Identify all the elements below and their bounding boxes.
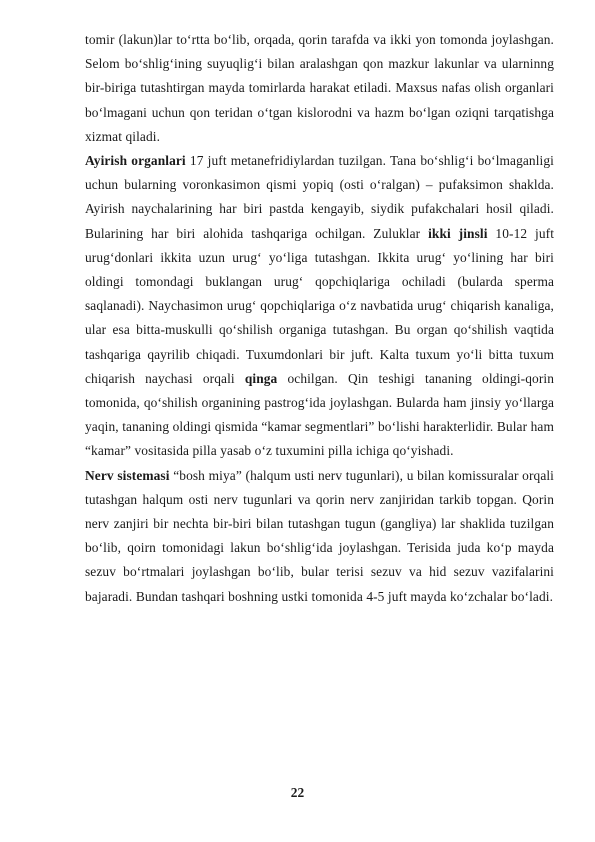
paragraph-nervous-system: [85, 464, 554, 609]
paragraph-text: “bosh miya” (halqum usti nerv tugunlari), u bilan komissuralar orqali tutashgan halqum osti nerv tugunlari va qorin nerv zanjiridan tarkib topgan. Qorin nerv zanjiri bir nechta bir-biri bilan tutashgan tugun (gangliya) lar shaklida tuzilgan bo‘lib, qoirn tomonidagi lakun bo‘shlig‘ida joylashgan. Terisida juda ko‘p mayda sezuv bo‘rtmalari joylashgan bo‘lib, bular terisi sezuv va hid sezuv vazifalarini bajaradi. Bundan tashqari boshning ustki tomonida 4-5 juft mayda ko‘zchalar bo‘ladi.: [85, 467, 555, 604]
paragraph-text: tomir (lakun)lar to‘rtta bo‘lib, orqada, qorin tarafda va ikki yon tomonda joylashgan. Selom bo‘shlig‘ining suyuqlig‘i bilan aralashgan qon mazkur lakunlar va ularninng bir-biriga tutashtirgan mayda tomirlarda harakat etiladi. Maxsus nafas olish organlari bo‘lmagani uchun qon teridan o‘tgan kislorodni va hazm bo‘lgan oziqni tarqatishga xizmat qiladi.: [85, 32, 554, 144]
paragraph-text: ochilgan. Qin teshigi tananing oldingi-qorin tomonida, qo‘shilish organining pastrog‘ida joylashgan. Bularda ham jinsiy yo‘llarga yaqin, tananing oldingi qismida “kamar segmentlari” bo‘lishi harakterlidir. Bular ham “kamar” vositasida pilla yasab o‘z tuxumini pilla ichiga qo‘yishadi.: [85, 370, 555, 459]
page-number: 22: [290, 785, 305, 800]
bold-term: ikki jinsli: [428, 225, 488, 241]
paragraph-text: 10-12 juft urug‘donlari ikkita uzun urug‘ yo‘liga tutashgan. Ikkita urug‘ yo‘lining har biri oldingi tomondagi buklangan urug‘ qopchiqlariga ochiladi (bularda sperma saqlanadi). Naychasimon urug‘ qopchiqlariga o‘z navbatida urug‘ chiqarish kanaliga, ular esa bitta-muskulli qo‘shilish organiga tutashgan. Bu organ qo‘shilish vaqtida tashqariga qayrilib chiqadi. Tuxumdonlari bir juft. Kalta tuxum yo‘li bitta tuxum chiqarish naychasi orqali: [85, 225, 555, 386]
paragraph-circulatory: [85, 28, 554, 149]
bold-term: Nerv sistemasi: [85, 467, 170, 483]
document-body: [85, 28, 554, 609]
bold-term: qinga: [244, 370, 278, 386]
paragraph-excretory-reproductive: [85, 149, 554, 464]
bold-term: Ayirish organlari: [85, 153, 186, 169]
paragraph-text: 17 juft metanefridiylardan tuzilgan. Tana bo‘shlig‘i bo‘lmaganligi uchun bularning voronkasimon qismi yopiq (osti o‘ralgan) – pufaksimon shaklda. Ayirish naychalarining har biri pastda kengayib, siydik pufakchalari hosil qiladi. Bularining har biri alohida tashqariga ochilgan. Zuluklar: [85, 153, 554, 241]
